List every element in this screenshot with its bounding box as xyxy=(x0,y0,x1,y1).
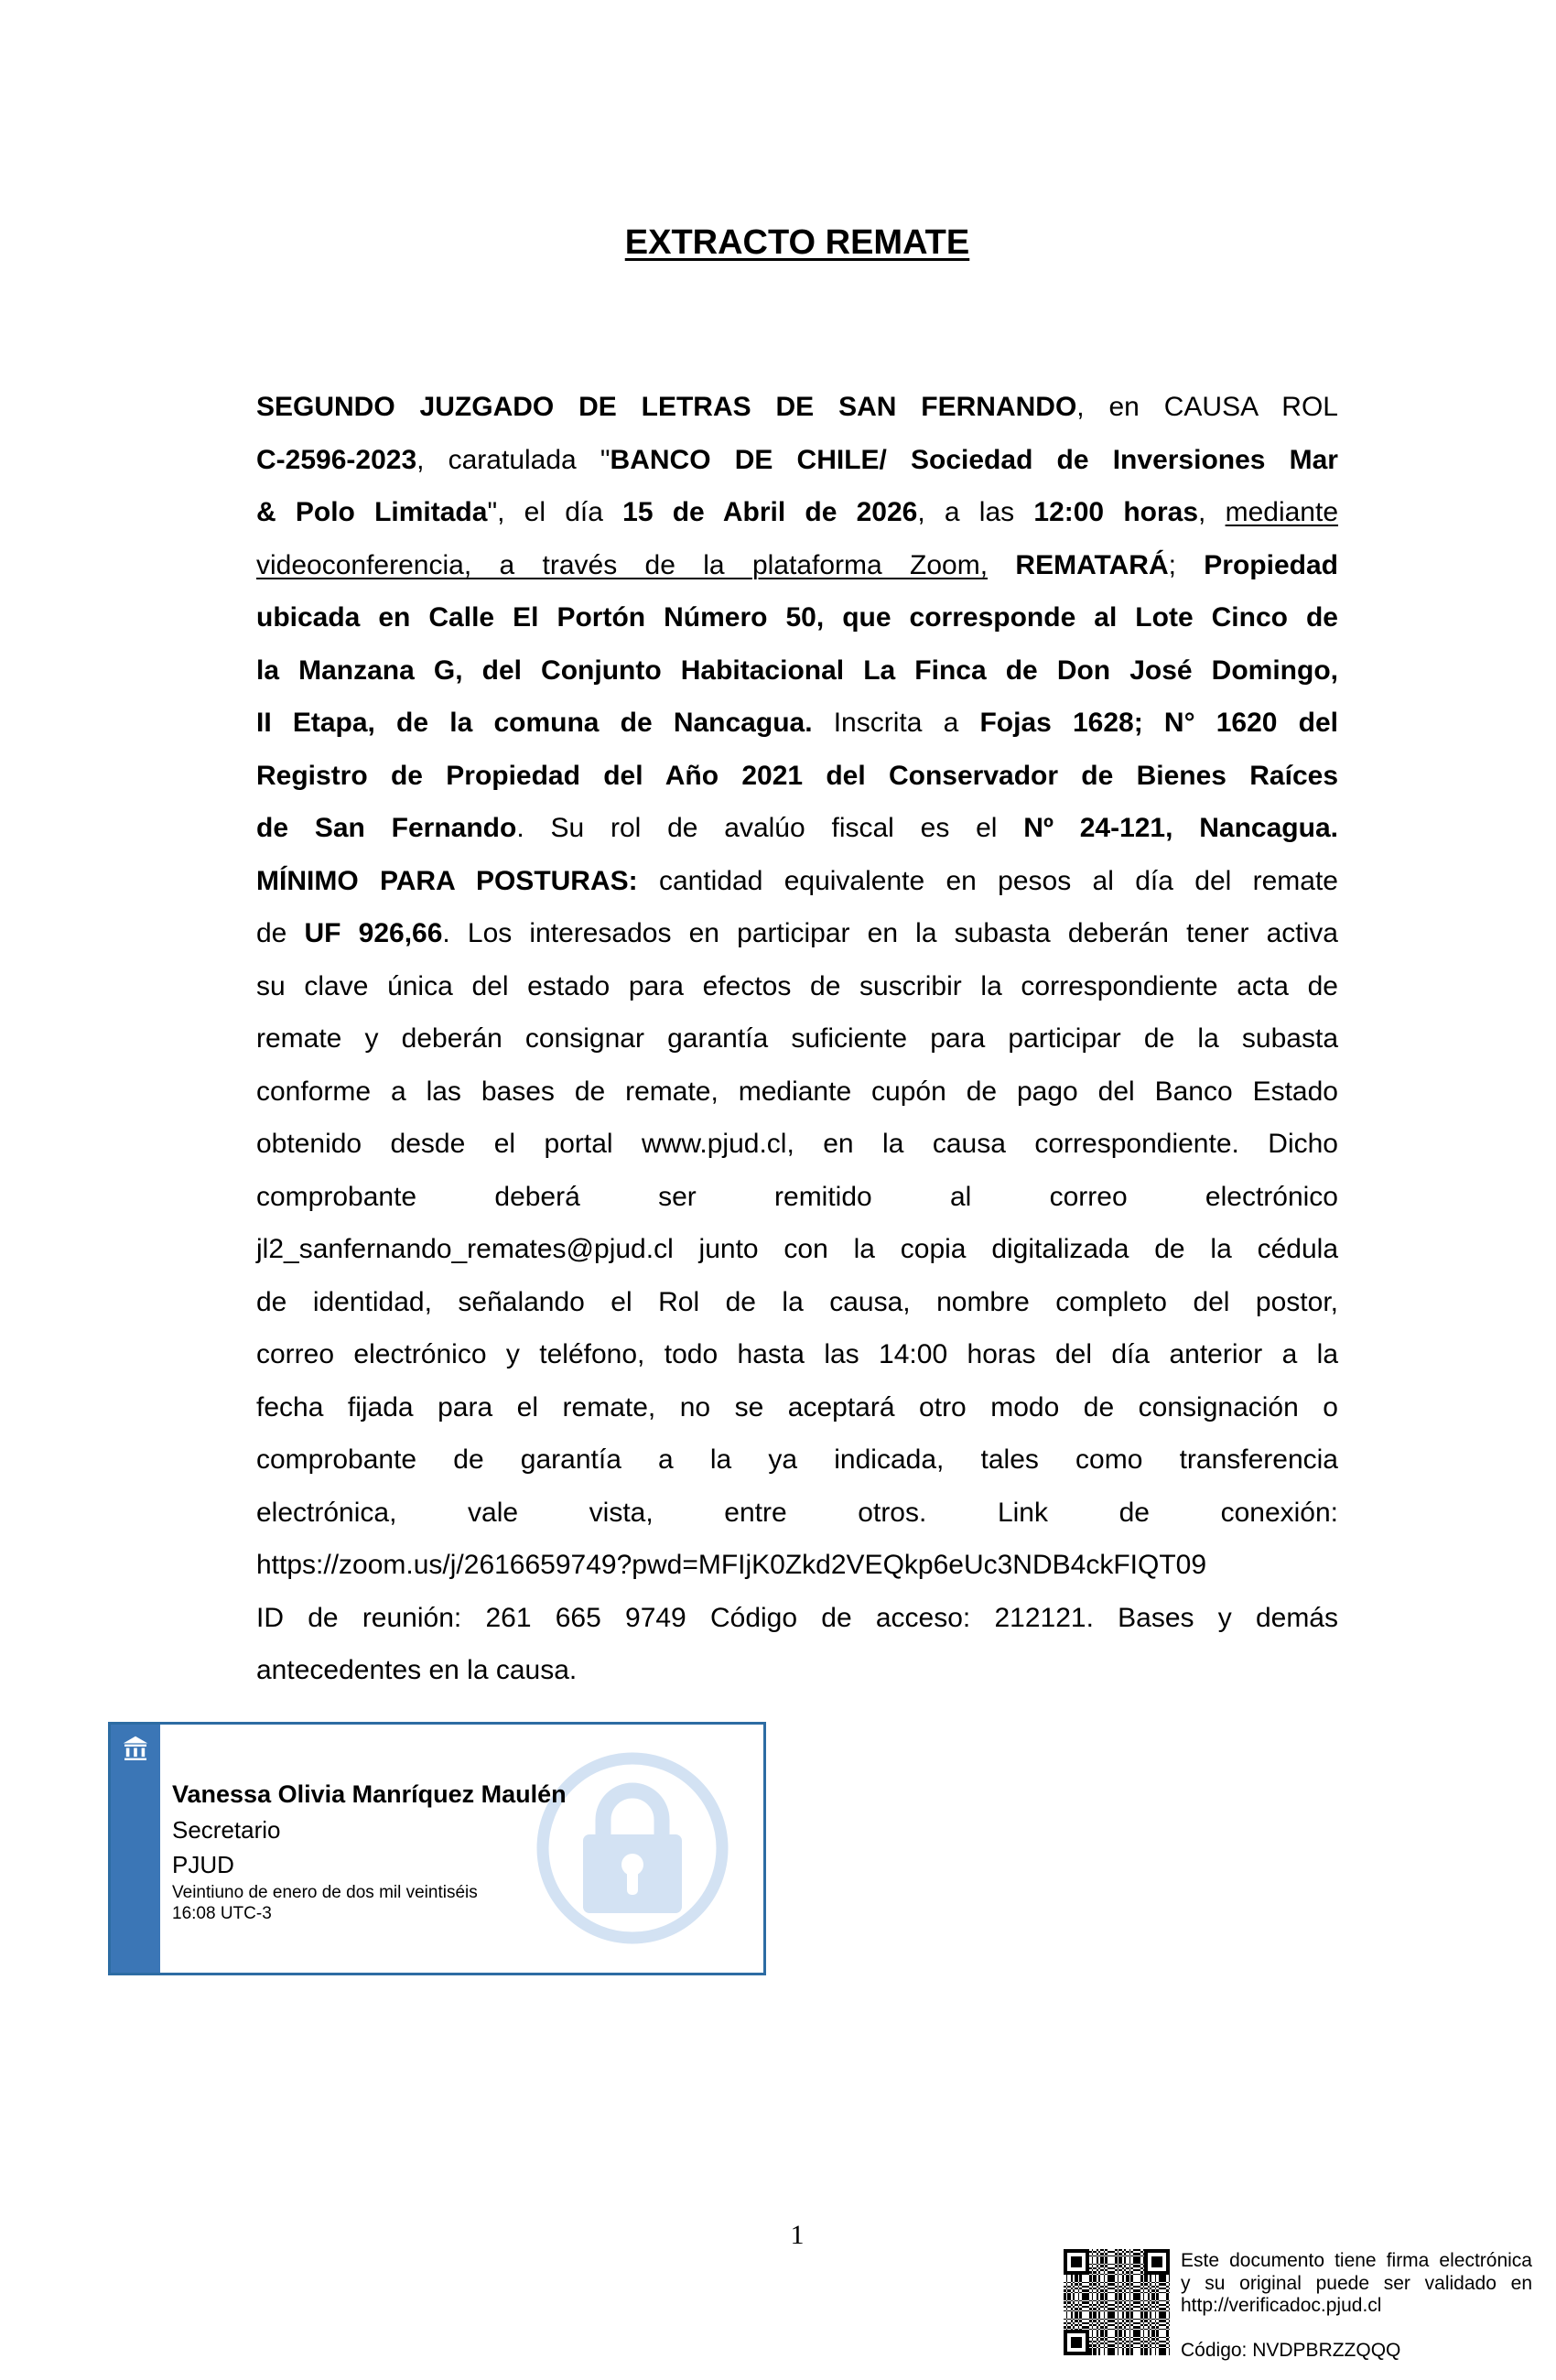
qr-finder-top-left xyxy=(1064,2249,1089,2275)
body-line: conforme a las bases de remate, mediante cupón de pago del Banco Estado xyxy=(256,1076,1338,1107)
signer-organization: PJUD xyxy=(172,1851,234,1878)
body-line: & Polo Limitada", el día 15 de Abril de 2026, a las 12:00 horas, mediante xyxy=(256,497,1339,527)
verification-code: Código: NVDPBRZZQQQ xyxy=(1181,2339,1401,2361)
body-line: la Manzana G, del Conjunto Habitacional La Finca de Don José Domingo, xyxy=(256,654,1338,686)
body-line: remate y deberán consignar garantía suficiente para participar de la subasta xyxy=(256,1023,1338,1054)
document-title: EXTRACTO REMATE xyxy=(624,223,970,262)
body-line: ID de reunión: 261 665 9749 Código de acceso: 212121. Bases y demás xyxy=(256,1602,1338,1633)
verification-line: y su original puede ser validado en xyxy=(1181,2272,1532,2294)
body-line: su clave única del estado para efectos de suscribir la correspondiente acta de xyxy=(256,970,1338,1001)
verification-note xyxy=(1181,2250,1532,2362)
body-line: ubicada en Calle El Portón Número 50, que corresponde al Lote Cinco de xyxy=(256,602,1338,633)
body-line: de San Fernando. Su rol de avalúo fiscal es el Nº 24-121, Nancagua. xyxy=(256,813,1338,843)
body-line: II Etapa, de la comuna de Nancagua. Inscrita a Fojas 1628; N° 1620 del xyxy=(256,708,1339,738)
body-line: videoconferencia, a través de la plataforma Zoom, REMATARÁ; Propiedad xyxy=(256,549,1338,580)
qr-finder-bottom-left xyxy=(1064,2330,1089,2355)
body-line: comprobante de garantía a la ya indicada, tales como transferencia xyxy=(256,1444,1338,1475)
signature-date: Veintiuno de enero de dos mil veintiséis xyxy=(172,1883,478,1902)
body-line: fecha fijada para el remate, no se aceptará otro modo de consignación o xyxy=(256,1391,1338,1423)
body-line: antecedentes en la causa. xyxy=(256,1655,578,1685)
signature-time: 16:08 UTC-3 xyxy=(172,1904,272,1923)
body-line: comprobante deberá ser remitido al correo electrónico xyxy=(256,1181,1338,1212)
body-line: electrónica, vale vista, entre otros. Link de conexión: xyxy=(256,1497,1338,1528)
body-line: MÍNIMO PARA POSTURAS: cantidad equivalente en pesos al día del remate xyxy=(256,865,1338,896)
verification-line: Este documento tiene firma electrónica xyxy=(1181,2250,1532,2271)
body-line: correo electrónico y teléfono, todo hasta las 14:00 horas del día anterior a la xyxy=(256,1339,1338,1369)
body-line: C-2596-2023, caratulada "BANCO DE CHILE/ Sociedad de Inversiones Mar xyxy=(256,444,1338,475)
body-line: Registro de Propiedad del Año 2021 del Conservador de Bienes Raíces xyxy=(256,760,1338,791)
signer-role: Secretario xyxy=(172,1816,281,1844)
body-line: de identidad, señalando el Rol de la causa, nombre completo del postor, xyxy=(256,1286,1338,1317)
body-line: jl2_sanfernando_remates@pjud.cl junto con la copia digitalizada de la cédula xyxy=(256,1234,1338,1264)
signature-box xyxy=(108,1722,766,1975)
body-line: obtenido desde el portal www.pjud.cl, en la causa correspondiente. Dicho xyxy=(256,1129,1338,1159)
page-number: 1 xyxy=(790,2220,805,2250)
bank-icon xyxy=(119,1733,152,1766)
signer-name: Vanessa Olivia Manríquez Maulén xyxy=(172,1780,567,1808)
body-text xyxy=(256,381,1338,1697)
body-line: SEGUNDO JUZGADO DE LETRAS DE SAN FERNANDO, en CAUSA ROL xyxy=(256,392,1338,422)
signature-blue-bar xyxy=(111,1725,160,1973)
qr-code xyxy=(1064,2249,1170,2355)
signature-text xyxy=(172,1776,567,1924)
verification-url: http://verificadoc.pjud.cl xyxy=(1181,2295,1382,2316)
body-line: https://zoom.us/j/2616659749?pwd=MFIjK0Zkd2VEQkp6eUc3NDB4ckFIQT09 xyxy=(256,1550,1207,1580)
body-line: de UF 926,66. Los interesados en participar en la subasta deberán tener activa xyxy=(256,918,1338,948)
qr-finder-top-right xyxy=(1144,2249,1170,2275)
